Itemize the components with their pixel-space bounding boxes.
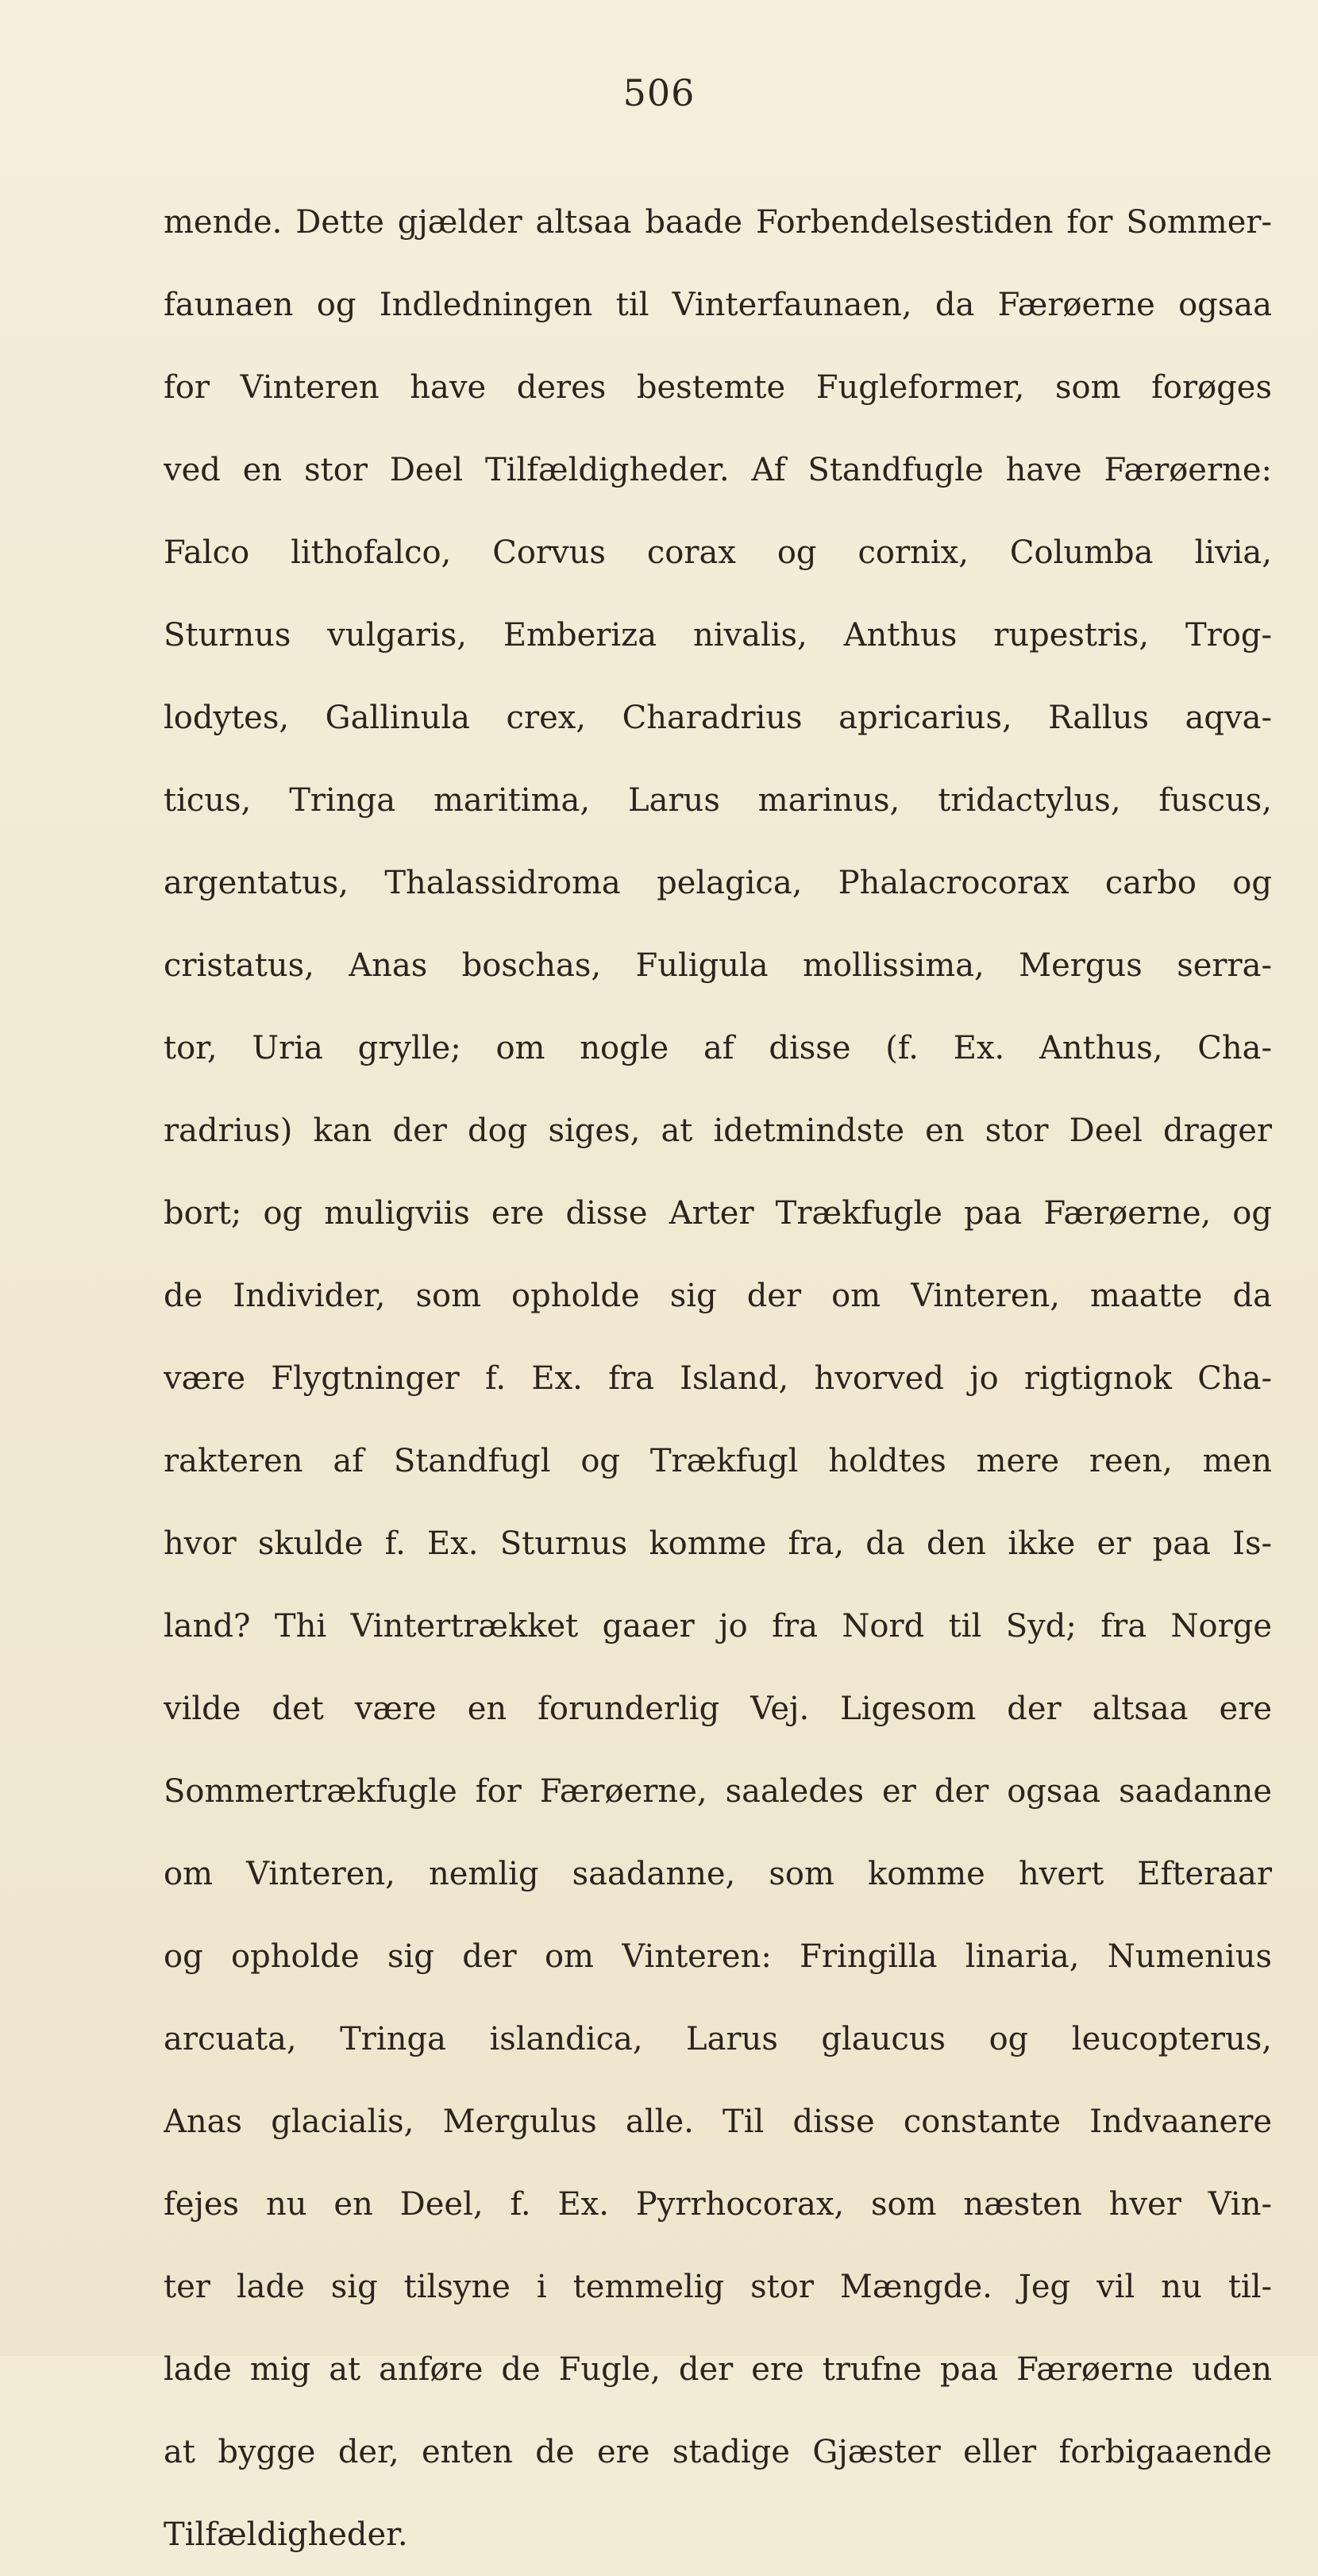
text-line: de Individer, som opholde sig der om Vinteren, maatte da xyxy=(164,1278,1272,1314)
page-number: 506 xyxy=(622,71,696,114)
text-line: land? Thi Vintertrækket gaaer jo fra Nord til Syd; fra Norge xyxy=(164,1608,1272,1645)
text-line: vilde det være en forunderlig Vej. Ligesom der altsaa ere xyxy=(164,1691,1272,1727)
text-line: lodytes, Gallinula crex, Charadrius apricarius, Rallus aqva- xyxy=(164,700,1272,736)
text-line: for Vinteren have deres bestemte Fugleformer, som forøges xyxy=(164,369,1272,406)
text-line: arcuata, Tringa islandica, Larus glaucus og leucopterus, xyxy=(164,2021,1272,2057)
text-line: og opholde sig der om Vinteren: Fringilla linaria, Numenius xyxy=(164,1938,1272,1975)
text-line: cristatus, Anas boschas, Fuligula mollissima, Mergus serra- xyxy=(164,947,1272,984)
text-line: Anas glacialis, Mergulus alle. Til disse constante Indvaanere xyxy=(164,2104,1272,2140)
text-line: radrius) kan der dog siges, at idetmindste en stor Deel drager xyxy=(164,1113,1272,1149)
text-line: argentatus, Thalassidroma pelagica, Phalacrocorax carbo og xyxy=(164,865,1272,901)
text-line: at bygge der, enten de ere stadige Gjæster eller forbigaaende xyxy=(164,2434,1272,2470)
text-line: Sturnus vulgaris, Emberiza nivalis, Anthus rupestris, Trog- xyxy=(164,617,1272,654)
text-line: fejes nu en Deel, f. Ex. Pyrrhocorax, som næsten hver Vin- xyxy=(164,2186,1272,2223)
text-line: mende. Dette gjælder altsaa baade Forbendelsestiden for Sommer- xyxy=(164,204,1272,241)
body-text xyxy=(164,181,1272,2576)
text-line: faunaen og Indledningen til Vinterfaunaen, da Færøerne ogsaa xyxy=(164,287,1272,323)
text-line: bort; og muligviis ere disse Arter Trækfugle paa Færøerne, og xyxy=(164,1195,1272,1232)
text-line: Sommertrækfugle for Færøerne, saaledes er der ogsaa saadanne xyxy=(164,1773,1272,1810)
text-line: Falco lithofalco, Corvus corax og cornix, Columba livia, xyxy=(164,534,1272,571)
text-line: ter lade sig tilsyne i temmelig stor Mængde. Jeg vil nu til- xyxy=(164,2269,1272,2305)
text-line: rakteren af Standfugl og Trækfugl holdtes mere reen, men xyxy=(164,1443,1272,1479)
text-line: Tilfældigheder. xyxy=(164,2516,408,2553)
text-line: hvor skulde f. Ex. Sturnus komme fra, da den ikke er paa Is- xyxy=(164,1525,1272,1562)
text-line: lade mig at anføre de Fugle, der ere trufne paa Færøerne uden xyxy=(164,2351,1272,2388)
text-line: ticus, Tringa maritima, Larus marinus, tridactylus, fuscus, xyxy=(164,782,1272,819)
text-line: være Flygtninger f. Ex. fra Island, hvorved jo rigtignok Cha- xyxy=(164,1360,1272,1397)
text-line: tor, Uria grylle; om nogle af disse (f. Ex. Anthus, Cha- xyxy=(164,1030,1272,1066)
text-line: om Vinteren, nemlig saadanne, som komme hvert Efteraar xyxy=(164,1856,1272,1892)
text-line: ved en stor Deel Tilfældigheder. Af Standfugle have Færøerne: xyxy=(164,452,1272,488)
